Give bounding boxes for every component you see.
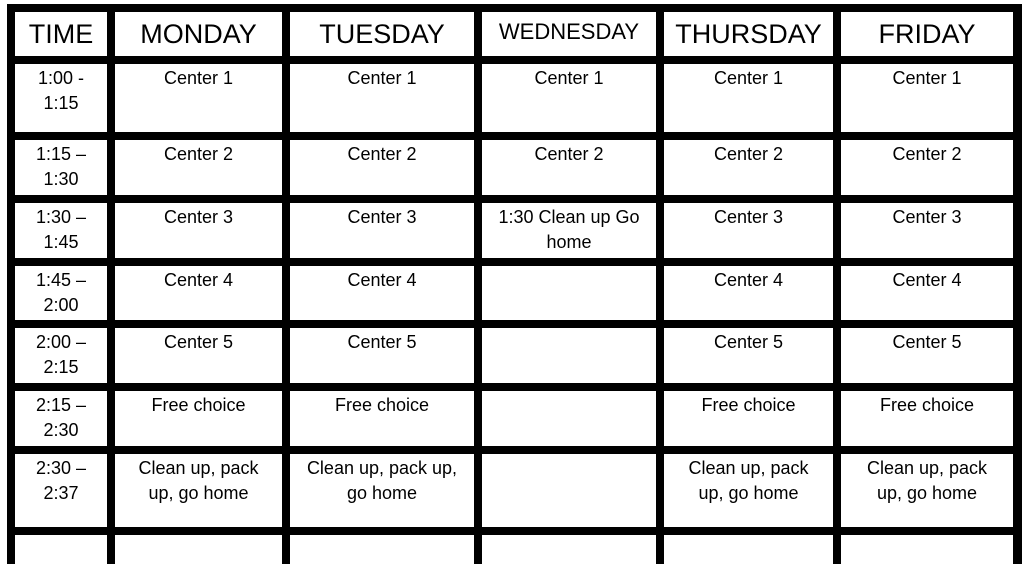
time-cell: 1:15 – 1:30 — [15, 140, 107, 195]
schedule-cell-tuesday: Center 1 — [290, 64, 474, 132]
schedule-cell-wednesday: Center 2 — [482, 140, 656, 195]
header-tuesday: TUESDAY — [290, 12, 474, 56]
schedule-cell-tuesday: Center 2 — [290, 140, 474, 195]
time-cell: 2:30 – 2:37 — [15, 454, 107, 527]
schedule-cell-monday: Center 1 — [115, 64, 282, 132]
time-cell: 2:15 – 2:30 — [15, 391, 107, 446]
schedule-cell-wednesday — [482, 266, 656, 320]
schedule-cell-monday: Center 2 — [115, 140, 282, 195]
header-wednesday: WEDNESDAY — [482, 12, 656, 56]
schedule-cell-friday: Free choice — [841, 391, 1013, 446]
schedule-cell-thursday: Clean up, pack up, go home — [664, 454, 833, 527]
schedule-cell-monday: Center 3 — [115, 203, 282, 258]
schedule-cell-wednesday: Center 1 — [482, 64, 656, 132]
schedule-cell-monday: Center 4 — [115, 266, 282, 320]
schedule-cell-wednesday — [482, 535, 656, 575]
schedule-table — [7, 4, 1022, 564]
schedule-cell-tuesday: Center 4 — [290, 266, 474, 320]
schedule-cell-thursday: Center 1 — [664, 64, 833, 132]
schedule-cell-friday: Center 1 — [841, 64, 1013, 132]
time-cell — [15, 535, 107, 575]
schedule-cell-wednesday — [482, 391, 656, 446]
schedule-cell-thursday — [664, 535, 833, 575]
schedule-cell-wednesday — [482, 328, 656, 383]
schedule-cell-friday: Center 2 — [841, 140, 1013, 195]
header-thursday: THURSDAY — [664, 12, 833, 56]
schedule-cell-friday: Clean up, pack up, go home — [841, 454, 1013, 527]
schedule-cell-tuesday — [290, 535, 474, 575]
schedule-cell-monday — [115, 535, 282, 575]
schedule-cell-tuesday: Clean up, pack up, go home — [290, 454, 474, 527]
schedule-cell-friday — [841, 535, 1013, 575]
time-cell: 1:45 – 2:00 — [15, 266, 107, 320]
time-cell: 1:30 – 1:45 — [15, 203, 107, 258]
time-cell: 2:00 – 2:15 — [15, 328, 107, 383]
time-cell: 1:00 - 1:15 — [15, 64, 107, 132]
schedule-cell-thursday: Center 2 — [664, 140, 833, 195]
schedule-cell-tuesday: Center 5 — [290, 328, 474, 383]
schedule-cell-thursday: Center 5 — [664, 328, 833, 383]
header-monday: MONDAY — [115, 12, 282, 56]
schedule-cell-tuesday: Center 3 — [290, 203, 474, 258]
schedule-cell-wednesday: 1:30 Clean up Go home — [482, 203, 656, 258]
schedule-cell-friday: Center 4 — [841, 266, 1013, 320]
schedule-cell-friday: Center 5 — [841, 328, 1013, 383]
schedule-cell-monday: Center 5 — [115, 328, 282, 383]
schedule-cell-wednesday — [482, 454, 656, 527]
schedule-cell-thursday: Center 3 — [664, 203, 833, 258]
header-friday: FRIDAY — [841, 12, 1013, 56]
schedule-cell-thursday: Free choice — [664, 391, 833, 446]
schedule-cell-thursday: Center 4 — [664, 266, 833, 320]
schedule-cell-friday: Center 3 — [841, 203, 1013, 258]
header-time: TIME — [15, 12, 107, 56]
schedule-cell-tuesday: Free choice — [290, 391, 474, 446]
schedule-cell-monday: Clean up, pack up, go home — [115, 454, 282, 527]
schedule-cell-monday: Free choice — [115, 391, 282, 446]
